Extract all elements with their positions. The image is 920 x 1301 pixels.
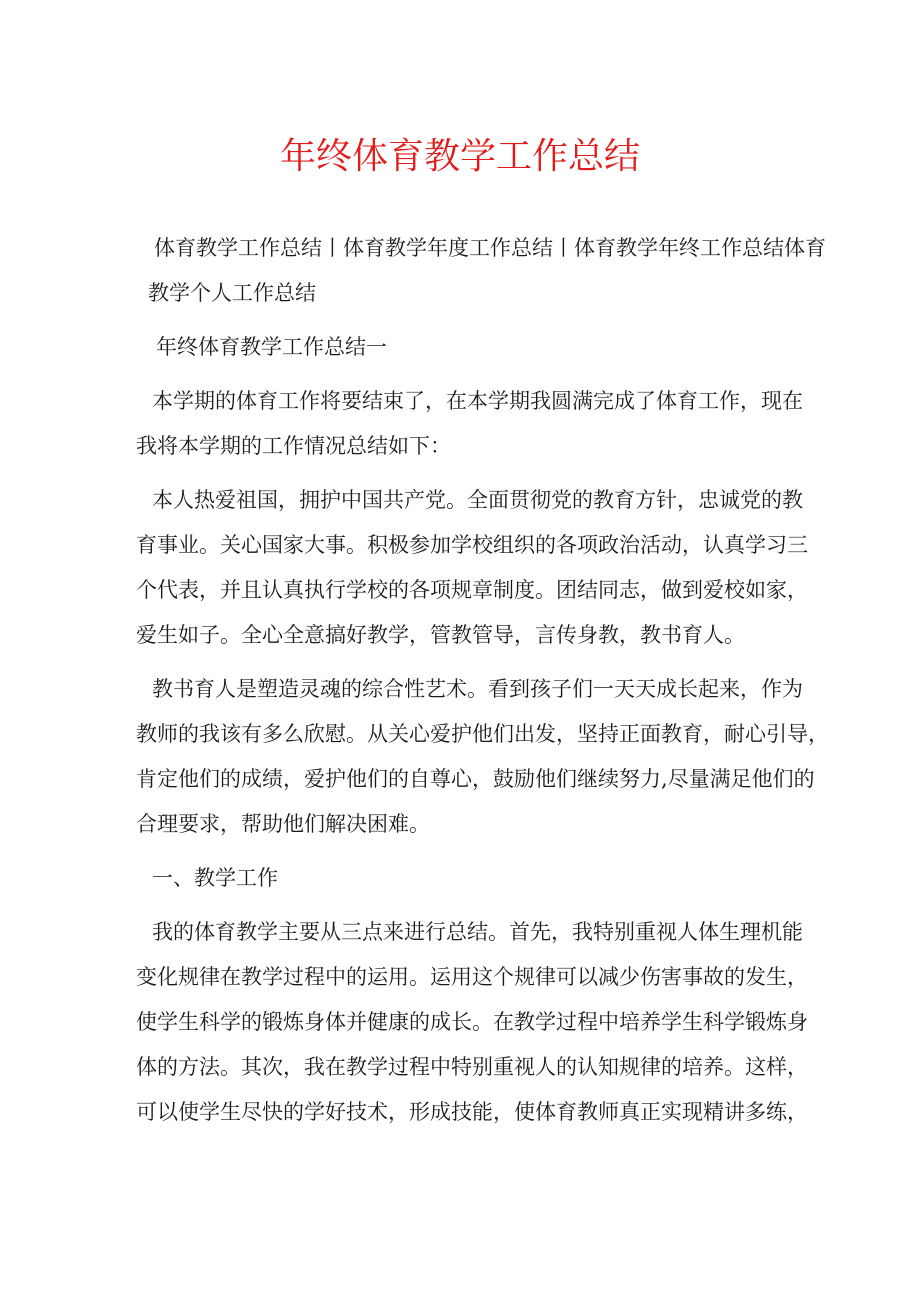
text-line: 可以使学生尽快的学好技术，形成技能，使体育教师真正实现精讲多练， [136,1100,808,1124]
paragraph-6 [136,910,808,1135]
text-line: 合理要求，帮助他们解决困难。 [136,812,430,836]
text-line: 爱生如子。全心全意搞好教学，管教管导，言传身教，教书育人。 [136,623,745,647]
paragraph-3 [136,379,803,469]
text-line: 变化规律在教学过程中的运用。运用这个规律可以减少伤害事故的发生， [136,965,808,989]
text-line: 肯定他们的成绩，爱护他们的自尊心，鼓励他们继续努力,尽量满足他们的 [136,767,815,791]
paragraph-2 [136,325,800,370]
document-body [136,226,829,1135]
text-line: 年终体育教学工作总结一 [156,335,387,359]
text-line: 教书育人是塑造灵魂的综合性艺术。看到孩子们一天天成长起来，作为 [152,677,803,701]
paragraph-1 [136,226,826,316]
text-line: 本人热爱祖国，拥护中国共产党。全面贯彻党的教育方针，忠诚党的教 [152,488,803,512]
text-line: 体的方法。其次，我在教学过程中特别重视人的认知规律的培养。这样， [136,1055,808,1079]
text-line: 育事业。关心国家大事。积极参加学校组织的各项政治活动，认真学习三 [136,533,808,557]
section-heading [136,856,800,901]
text-line: 我将本学期的工作情况总结如下： [136,434,451,458]
text-line: 本学期的体育工作将要结束了，在本学期我圆满完成了体育工作，现在 [152,389,803,413]
text-line: 使学生科学的锻炼身体并健康的成长。在教学过程中培养学生科学锻炼身 [136,1010,808,1034]
paragraph-4 [136,478,808,658]
text-line: 教师的我该有多么欣慰。从关心爱护他们出发，坚持正面教育，耐心引导， [136,722,829,746]
text-line: 教学个人工作总结 [148,281,316,305]
document-title: 年终体育教学工作总结 [279,136,640,177]
text-line: 一、教学工作 [152,866,278,890]
text-line: 个代表，并且认真执行学校的各项规章制度。团结同志，做到爱校如家， [136,578,808,602]
text-line: 我的体育教学主要从三点来进行总结。首先，我特别重视人体生理机能 [152,920,803,944]
text-line: 体育教学工作总结丨体育教学年度工作总结丨体育教学年终工作总结体育 [154,236,826,260]
paragraph-5 [136,667,829,847]
